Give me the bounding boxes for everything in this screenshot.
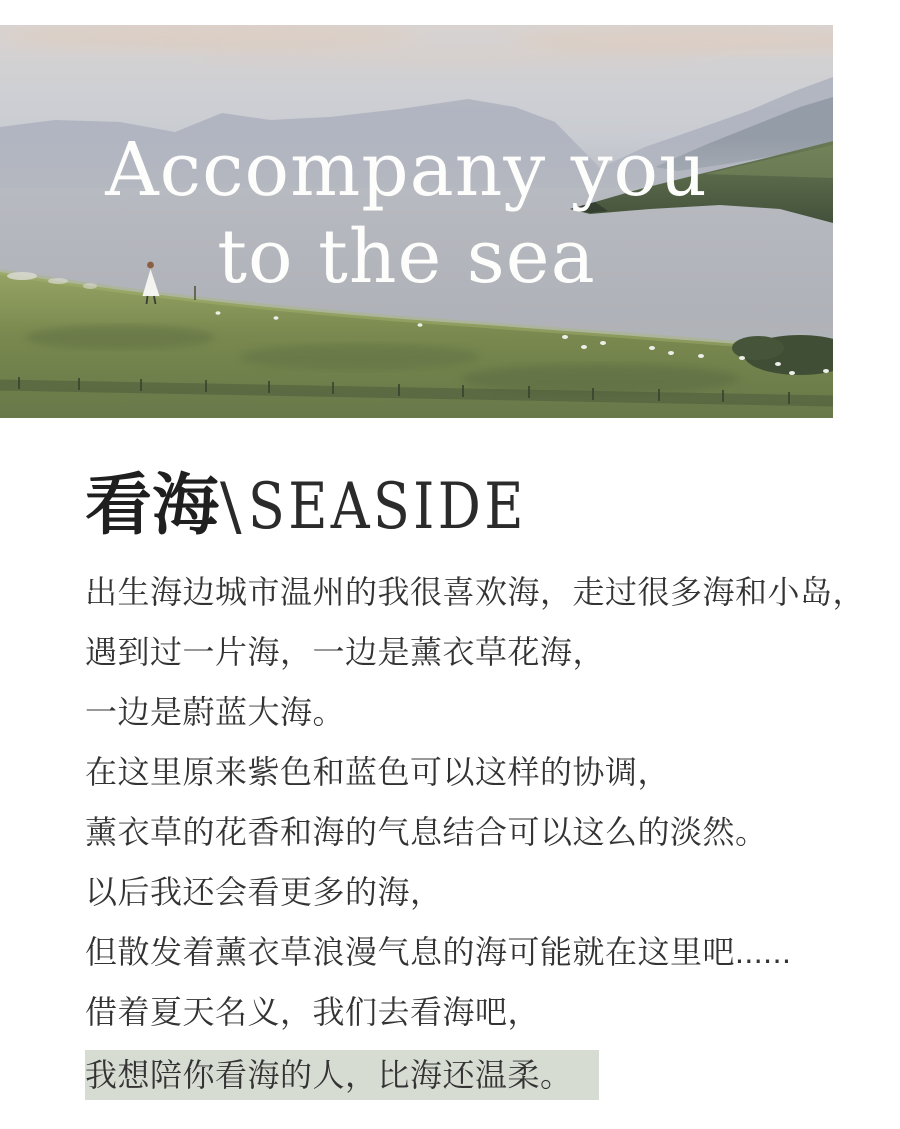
article-body xyxy=(85,562,875,1102)
heading-chinese: 看海 xyxy=(85,465,219,544)
article-heading xyxy=(85,452,580,548)
highlighted-line: 我想陪你看海的人，比海还温柔。 xyxy=(85,1050,599,1100)
paragraph-line-6: 以后我还会看更多的海， xyxy=(85,874,443,910)
paragraph-line-4: 在这里原来紫色和蓝色可以这样的协调， xyxy=(85,754,671,790)
hero-title-line1: Accompany you xyxy=(105,127,708,213)
hero-title xyxy=(0,127,813,301)
heading-backslash: \ xyxy=(220,470,242,544)
paragraph-line-5: 薰衣草的花香和海的气息结合可以这么的淡然。 xyxy=(85,814,768,850)
heading-english: SEASIDE xyxy=(247,470,527,544)
hero-image xyxy=(0,25,833,418)
paragraph-line-2: 遇到过一片海，一边是薰衣草花海， xyxy=(85,634,606,670)
hero-title-line2: to the sea xyxy=(217,214,596,300)
paragraph-line-3: 一边是蔚蓝大海。 xyxy=(85,694,346,730)
paragraph-line-8: 借着夏天名义，我们去看海吧， xyxy=(85,994,541,1030)
paragraph-line-9 xyxy=(85,1042,875,1102)
paragraph-line-1: 出生海边城市温州的我很喜欢海，走过很多海和小岛， xyxy=(85,574,866,610)
paragraph-line-7: 但散发着薰衣草浪漫气息的海可能就在这里吧...... xyxy=(85,934,792,970)
